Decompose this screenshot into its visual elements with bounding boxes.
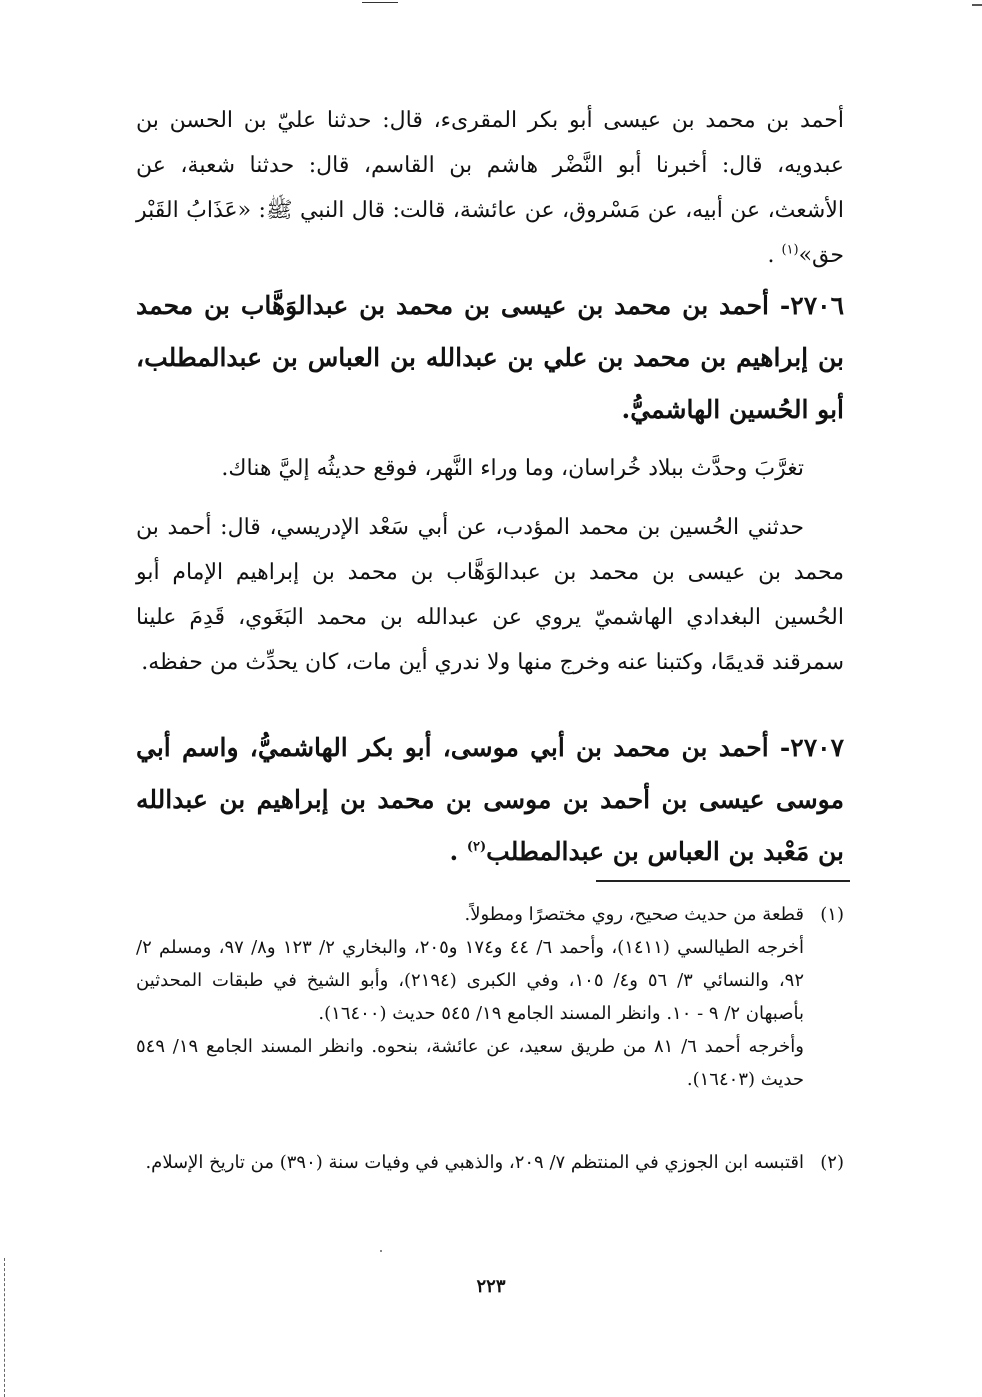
- entry-heading: أحمد بن محمد بن أبي موسى، أبو بكر الهاشميُّ، واسم أبي موسى عيسى بن أحمد بن موسى بن محمد بن إبراهيم بن عبدالله بن مَعْبد بن العباس بن عبدالمطلب: [136, 733, 844, 866]
- footnote-ref-2: (٢): [466, 839, 487, 855]
- footnote-1: [136, 898, 844, 1096]
- paragraph-text: أحمد بن محمد بن عيسى أبو بكر المقرىء، قال: حدثنا عليّ بن الحسن بن عبدويه، قال: أخبرنا أبو النَّضْر هاشم بن القاسم، قال: حدثنا شعبة، عن الأشعث، عن أبيه، عن مَسْروق، عن عائشة، قالت: قال النبي ﷺ: «عَذَابُ القَبْر حق»: [136, 108, 844, 268]
- paragraph-hadith-chain: [136, 98, 844, 278]
- paragraph-narration: [136, 505, 844, 685]
- paragraph-travel: [136, 446, 844, 491]
- paragraph-end: .: [767, 243, 782, 268]
- footnote-divider: [596, 880, 850, 882]
- entry-end: .: [449, 837, 467, 866]
- corner-scan-mark: [972, 4, 982, 12]
- entry-2706: [136, 280, 844, 436]
- footnote-line: وأخرجه أحمد ٦/ ٨١ من طريق سعيد، عن عائشة، بنحوه. وانظر المسند الجامع ١٩/ ٥٤٩ حديث (١٦٤٠٣).: [136, 1036, 804, 1090]
- entry-heading: أحمد بن محمد بن عيسى بن محمد بن عبدالوَهَّاب بن محمد بن إبراهيم بن محمد بن علي بن عبدالله بن العباس بن عبدالمطلب، أبو الحُسين الهاشميُّ.: [136, 291, 844, 424]
- page-number: ٢٢٣: [476, 1276, 506, 1297]
- entry-2707: [136, 722, 844, 878]
- footnote-line: اقتبسه ابن الجوزي في المنتظم ٧/ ٢٠٩، والذهبي في وفيات سنة (٣٩٠) من تاريخ الإسلام.: [145, 1152, 804, 1173]
- footnote-marker: (٢): [820, 1152, 844, 1173]
- footnote-marker: (١): [820, 904, 844, 925]
- footnote-ref-1: (١): [781, 242, 799, 258]
- top-scan-mark: [362, 2, 398, 5]
- footnote-line: أخرجه الطيالسي (١٤١١)، وأحمد ٦/ ٤٤ و١٧٤ و٢٠٥، والبخاري ٢/ ١٢٣ و٨/ ٩٧، ومسلم ٢/ ٩٢، والنسائي ٣/ ٥٦ و٤/ ١٠٥، وفي الكبرى (٢١٩٤)، وأبو الشيخ في طبقات المحدثين بأصبهان ٢/ ٩ - ١٠. وانظر المسند الجامع ١٩/ ٥٤٥ حديث (١٦٤٠٠).: [136, 937, 805, 1024]
- scan-speck: [380, 1250, 382, 1252]
- paragraph-text: تغرَّبَ وحدَّث ببلاد خُراسان، وما وراء النَّهر، فوقع حديثُه إليَّ هناك.: [221, 456, 804, 481]
- entry-number: ٢٧٠٧-: [779, 733, 844, 762]
- footnote-line: قطعة من حديث صحيح، روي مختصرًا ومطولاً.: [464, 904, 804, 925]
- paragraph-text: حدثني الحُسين بن محمد المؤدب، عن أبي سَعْد الإدريسي، قال: أحمد بن محمد بن عيسى بن محمد بن عبدالوَهَّاب بن محمد بن إبراهيم الإمام أبو الحُسين البغدادي الهاشميّ يروي عن عبدالله بن محمد البَغَوي، قَدِمَ علينا سمرقند قديمًا، وكتبنا عنه وخرج منها ولا ندري أين مات، كان يحدِّث من حفظه.: [136, 515, 844, 675]
- footnote-2: [136, 1146, 844, 1179]
- entry-number: ٢٧٠٦-: [779, 291, 844, 320]
